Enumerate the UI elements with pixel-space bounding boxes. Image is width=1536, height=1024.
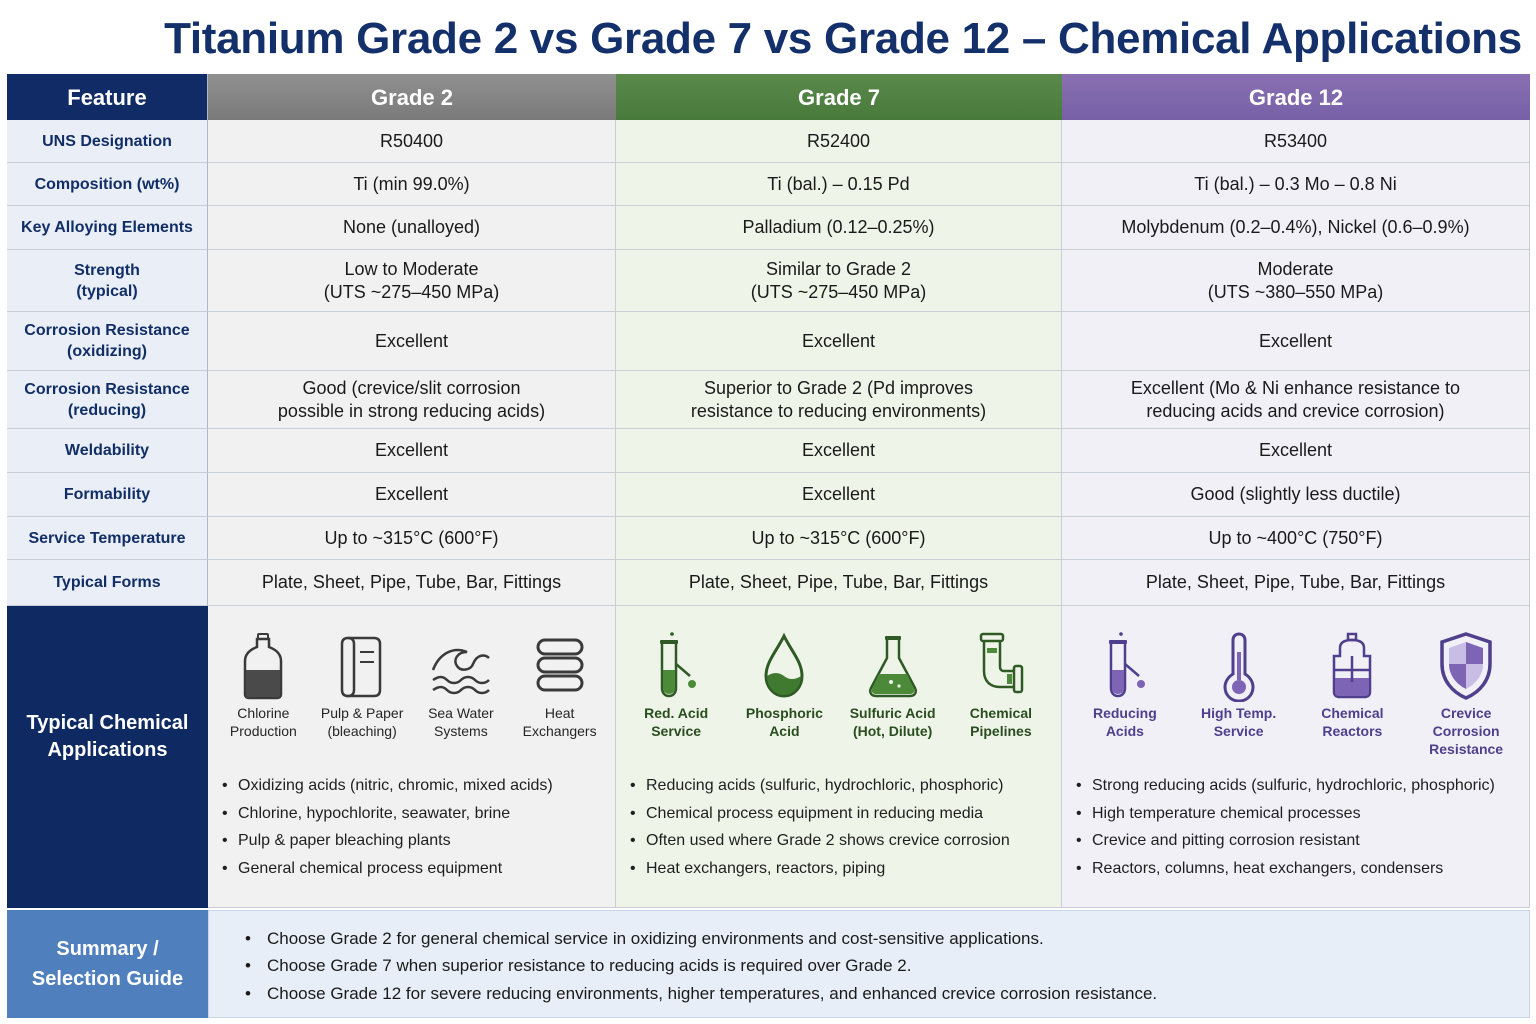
bullet-list	[630, 772, 1010, 882]
app-label: High Temp. Service	[1201, 705, 1277, 739]
cell-grade2: None (unalloyed)	[208, 206, 616, 250]
app-label: Chemical Pipelines	[969, 705, 1032, 739]
app-item	[1300, 630, 1404, 758]
app-label: Chemical Reactors	[1321, 705, 1384, 739]
cell-grade7: Excellent	[616, 473, 1062, 517]
app-item	[510, 630, 609, 740]
list-item: • Heat exchangers, reactors, piping	[630, 855, 1010, 883]
cell-grade12: R53400	[1062, 120, 1530, 163]
cell-grade12: Excellent	[1062, 429, 1530, 473]
list-item: • Choose Grade 12 for severe reducing environments, higher temperatures, and enhanced crevice corrosion resistance.	[245, 980, 1529, 1007]
cell-grade2: Good (crevice/slit corrosion possible in strong reducing acids)	[208, 371, 616, 429]
applications-grade-7	[616, 606, 1062, 908]
header-grade-7: Grade 7	[616, 74, 1062, 120]
cell-grade2: Up to ~315°C (600°F)	[208, 517, 616, 560]
list-item: • General chemical process equipment	[222, 855, 553, 883]
page-title: Titanium Grade 2 vs Grade 7 vs Grade 12 – Chemical Applications	[164, 14, 1522, 63]
test-tube-icon	[644, 630, 708, 702]
feature-weldability: Weldability	[7, 429, 208, 473]
app-label: Phosphoric Acid	[745, 705, 823, 739]
feature-corrosion-reducing: Corrosion Resistance (reducing)	[7, 371, 208, 429]
cell-grade12: Excellent	[1062, 312, 1530, 371]
cell-grade12: Molybdenum (0.2–0.4%), Nickel (0.6–0.9%)	[1062, 206, 1530, 250]
list-item: • Pulp & paper bleaching plants	[222, 827, 553, 855]
list-item: • Reducing acids (sulfuric, hydrochloric, phosphoric)	[630, 772, 1010, 800]
droplet-icon	[752, 630, 816, 702]
cell-grade12: Up to ~400°C (750°F)	[1062, 517, 1530, 560]
list-item: • Choose Grade 2 for general chemical service in oxidizing environments and cost-sensitive applications.	[245, 925, 1529, 952]
cell-grade12: Ti (bal.) – 0.3 Mo – 0.8 Ni	[1062, 163, 1530, 206]
app-item	[412, 630, 511, 740]
feature-formability: Formability	[7, 473, 208, 517]
summary-section	[7, 910, 1530, 1018]
reactor-icon	[1320, 630, 1384, 702]
test-tube-icon	[1093, 630, 1157, 702]
feature-corrosion-oxidizing: Corrosion Resistance (oxidizing)	[7, 312, 208, 371]
feature-strength: Strength (typical)	[7, 250, 208, 312]
app-label: Sea Water Systems	[428, 705, 494, 739]
bullet-list	[222, 772, 553, 882]
app-label: Crevice Corrosion Resistance	[1429, 705, 1504, 757]
cell-grade7: Excellent	[616, 312, 1062, 371]
header-grade-2: Grade 2	[208, 74, 616, 120]
app-label: Heat Exchangers	[522, 705, 597, 739]
feature-alloying: Key Alloying Elements	[7, 206, 208, 250]
applications-label: Typical Chemical Applications	[7, 606, 208, 908]
feature-typical-forms: Typical Forms	[7, 560, 208, 606]
paper-scroll-icon	[330, 630, 394, 702]
list-item: • Often used where Grade 2 shows crevice corrosion	[630, 827, 1010, 855]
cell-grade2: R50400	[208, 120, 616, 163]
header-grade-12: Grade 12	[1062, 74, 1530, 120]
shield-icon	[1434, 630, 1498, 702]
cell-grade7: Plate, Sheet, Pipe, Tube, Bar, Fittings	[616, 560, 1062, 606]
list-item: • Chemical process equipment in reducing media	[630, 800, 1010, 828]
app-item	[949, 630, 1053, 740]
cell-grade12: Good (slightly less ductile)	[1062, 473, 1530, 517]
app-item	[841, 630, 945, 740]
list-item: • Choose Grade 7 when superior resistance to reducing acids is required over Grade 2.	[245, 952, 1529, 979]
header-feature: Feature	[7, 74, 208, 120]
applications-section	[7, 606, 1530, 908]
thermometer-icon	[1207, 630, 1271, 702]
feature-composition: Composition (wt%)	[7, 163, 208, 206]
app-label: Pulp & Paper (bleaching)	[320, 705, 404, 739]
list-item: • Reactors, columns, heat exchangers, condensers	[1076, 855, 1495, 883]
cell-grade7: Up to ~315°C (600°F)	[616, 517, 1062, 560]
app-label: Red. Acid Service	[644, 705, 709, 739]
comparison-table	[7, 74, 1530, 607]
flask-icon	[861, 630, 925, 702]
cell-grade12: Excellent (Mo & Ni enhance resistance to reducing acids and crevice corrosion)	[1062, 371, 1530, 429]
cell-grade12: Plate, Sheet, Pipe, Tube, Bar, Fittings	[1062, 560, 1530, 606]
cell-grade2: Low to Moderate (UTS ~275–450 MPa)	[208, 250, 616, 312]
bottle-icon	[231, 630, 295, 702]
app-item	[1187, 630, 1291, 758]
app-item	[1414, 630, 1518, 758]
app-label: Reducing Acids	[1092, 705, 1157, 739]
app-item	[624, 630, 728, 740]
list-item: • Strong reducing acids (sulfuric, hydrochloric, phosphoric)	[1076, 772, 1495, 800]
wave-icon	[429, 630, 493, 702]
cell-grade7: Palladium (0.12–0.25%)	[616, 206, 1062, 250]
summary-label: Summary / Selection Guide	[7, 910, 208, 1018]
cell-grade7: Excellent	[616, 429, 1062, 473]
app-item	[1073, 630, 1177, 758]
summary-list	[208, 910, 1530, 1018]
cell-grade2: Plate, Sheet, Pipe, Tube, Bar, Fittings	[208, 560, 616, 606]
cell-grade12: Moderate (UTS ~380–550 MPa)	[1062, 250, 1530, 312]
feature-service-temperature: Service Temperature	[7, 517, 208, 560]
cell-grade2: Excellent	[208, 312, 616, 371]
feature-uns: UNS Designation	[7, 120, 208, 163]
cell-grade7: R52400	[616, 120, 1062, 163]
applications-grade-12	[1062, 606, 1530, 908]
list-item: • Crevice and pitting corrosion resistant	[1076, 827, 1495, 855]
cell-grade7: Superior to Grade 2 (Pd improves resistance to reducing environments)	[616, 371, 1062, 429]
cell-grade2: Excellent	[208, 473, 616, 517]
pipe-icon	[969, 630, 1033, 702]
cell-grade2: Excellent	[208, 429, 616, 473]
cell-grade7: Similar to Grade 2 (UTS ~275–450 MPa)	[616, 250, 1062, 312]
coil-icon	[528, 630, 592, 702]
list-item: • High temperature chemical processes	[1076, 800, 1495, 828]
cell-grade7: Ti (bal.) – 0.15 Pd	[616, 163, 1062, 206]
app-label: Sulfuric Acid (Hot, Dilute)	[849, 705, 936, 739]
app-label: Chlorine Production	[229, 705, 297, 739]
cell-grade2: Ti (min 99.0%)	[208, 163, 616, 206]
app-item	[732, 630, 836, 740]
app-item	[313, 630, 412, 740]
bullet-list	[1076, 772, 1495, 882]
list-item: • Chlorine, hypochlorite, seawater, brine	[222, 800, 553, 828]
applications-grade-2	[208, 606, 616, 908]
list-item: • Oxidizing acids (nitric, chromic, mixed acids)	[222, 772, 553, 800]
app-item	[214, 630, 313, 740]
